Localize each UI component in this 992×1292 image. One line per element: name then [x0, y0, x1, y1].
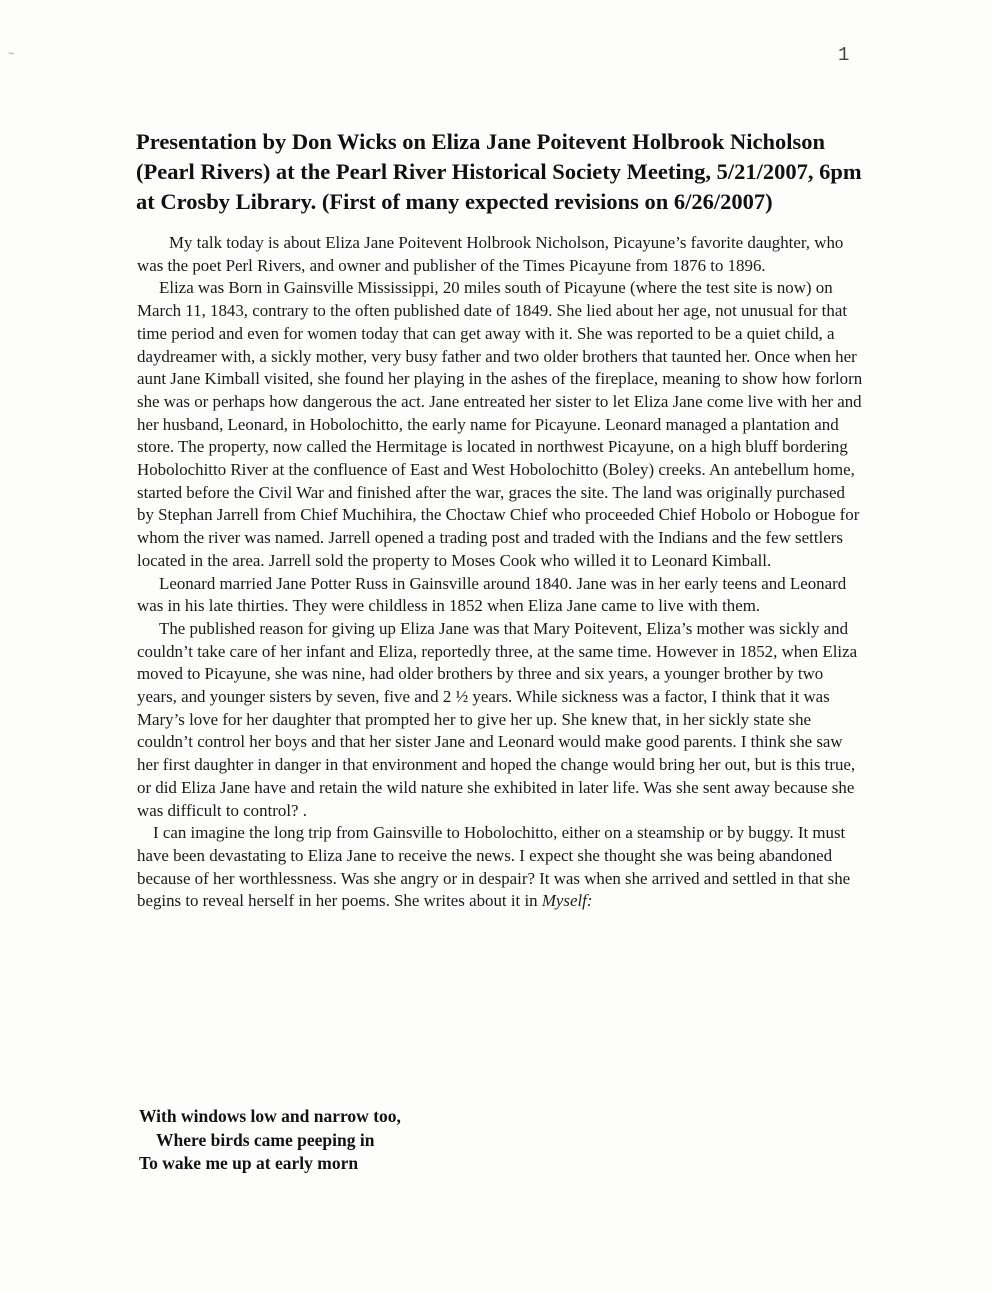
poem-title: Myself:	[541, 891, 593, 911]
page-number: 1	[838, 44, 850, 66]
poem-line: With windows low and narrow too,	[139, 1106, 401, 1126]
paragraph: My talk today is about Eliza Jane Poitevent Holbrook Nicholson, Picayune’s favorite daughter, who was the poet Perl Rivers, and owner and publisher of the Times Picayune from 1876 to 1896.	[137, 233, 844, 275]
body-text	[137, 232, 865, 913]
paragraph: The published reason for giving up Eliza Jane was that Mary Poitevent, Eliza’s mother was sickly and couldn’t take care of her infant and Eliza, reportedly three, at the same time. However in 1852, when Eliza moved to Picayune, she was nine, had older brothers by three and six years, a younger brother by two years, and younger sisters by seven, five and 2 ½ years. While sickness was a factor, I think that it was Mary’s love for her daughter that prompted her to give her up. She knew that, in her sickly state she couldn’t control her boys and that her sister Jane and Leonard would make good parents. I think she saw her first daughter in danger in that environment and hoped the change would bring her out, but is this true, or did Eliza Jane have and retain the wild nature she exhibited in later life. Was she sent away because she was difficult to control? .	[137, 618, 858, 820]
poem-line: Where birds came peeping in	[156, 1129, 375, 1150]
paragraph: Eliza was Born in Gainsville Mississippi, 20 miles south of Picayune (where the test site is now) on March 11, 1843, contrary to the often published date of 1849. She lied about her age, not unusual for that time period and even for women today that can get away with it. She was reported to be a quiet child, a daydreamer with, a sickly mother, very busy father and two older brothers that taunted her. Once when her aunt Jane Kimball visited, she found her playing in the ashes of the fireplace, meaning to show how forlorn she was or perhaps how dangerous the act. Jane entreated her sister to let Eliza Jane come live with her and her husband, Leonard, in Hobolochitto, the early name for Picayune. Leonard managed a plantation and store. The property, now called the Hermitage is located in northwest Picayune, on a high bluff bordering Hobolochitto River at the confluence of East and West Hobolochitto (Boley) creeks. An antebellum home, started before the Civil War and finished after the war, graces the site. The land was originally purchased by Stephan Jarrell from Chief Muchihira, the Choctaw Chief who proceeded Chief Hobolo or Hobogue for whom the river was named. Jarrell opened a trading post and traded with the Indians and the few settlers located in the area. Jarrell sold the property to Moses Cook who willed it to Leonard Kimball.	[137, 278, 863, 570]
poem-excerpt	[139, 1105, 639, 1176]
paragraph: Leonard married Jane Potter Russ in Gainsville around 1840. Jane was in her early teens and Leonard was in his late thirties. They were childless in 1852 when Eliza Jane came to live with them.	[137, 573, 847, 616]
document-title: Presentation by Don Wicks on Eliza Jane Poitevent Holbrook Nicholson (Pearl Rivers) at the Pearl River Historical Society Meeting, 5/21/2007, 6pm at Crosby Library. (First of many expected revisions on 6/26/2007)	[136, 129, 862, 214]
paragraph-text: I can imagine the long trip from Gainsville to Hobolochitto, either on a steamship or by buggy. It must have been devastating to Eliza Jane to receive the news. I expect she thought she was being abandoned because of her worthlessness. Was she angry or in despair? It was when she arrived and settled in that she begins to reveal herself in her poems. She writes about it in	[137, 823, 851, 911]
paragraph-with-poem-reference	[137, 822, 865, 913]
scan-mark: ~	[8, 48, 15, 60]
poem-line: To wake me up at early morn	[139, 1153, 359, 1173]
